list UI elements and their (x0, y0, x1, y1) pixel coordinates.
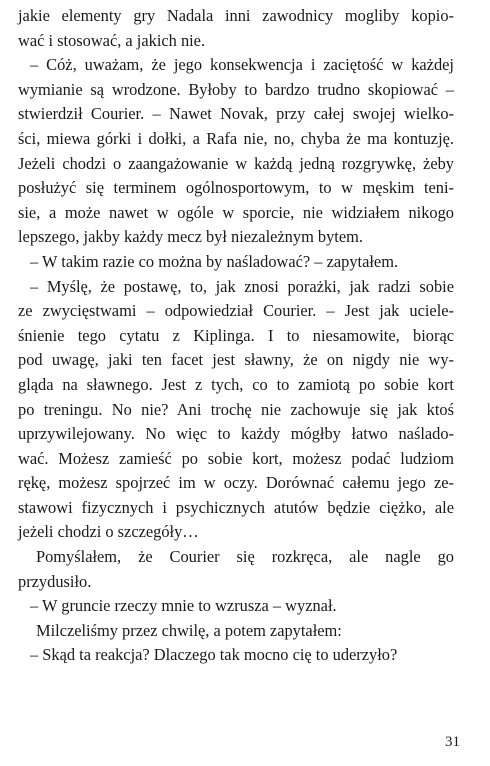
text-line: Pomyślałem, że Courier się rozkręca, ale nagle go (36, 547, 454, 567)
text-line: Jeżeli chodzi o zaangażowanie w każdą jedną rozgrywkę, żeby (18, 153, 454, 173)
text-line: przydusiło. (18, 571, 92, 591)
text-line: gląda na sławnego. Jest z tych, co to zamiotą po sobie kort (18, 374, 454, 394)
text-line: śnienie tego cytatu z Kiplinga. I to niesamowite, biorąc (18, 325, 454, 345)
text-line: – W takim razie co można by naśladować? – zapytałem. (30, 251, 399, 271)
text-line: – W gruncie rzeczy mnie to wzrusza – wyznał. (30, 596, 337, 616)
text-line: lepszego, jakby każdy mecz był niezależnym bytem. (18, 227, 363, 247)
text-line: – Skąd ta reakcja? Dlaczego tak mocno cię to uderzyło? (30, 645, 398, 665)
text-line: – Myślę, że postawę, to, jak znosi porażki, jak radzi sobie (30, 276, 454, 296)
text-line: po treningu. No nie? Ani trochę nie zachowuje się jak ktoś (18, 399, 454, 419)
page-body-text (18, 4, 454, 668)
text-line: rękę, możesz spojrzeć im w oczy. Dorównać całemu jego ze- (18, 473, 454, 493)
text-line: Milczeliśmy przez chwilę, a potem zapytałem: (36, 620, 342, 640)
text-line: jakie elementy gry Nadala inni zawodnicy mogliby kopio- (18, 6, 454, 25)
text-line: stwierdził Courier. – Nawet Novak, przy całej swojej wielko- (18, 104, 454, 124)
text-line: – Cóż, uważam, że jego konsekwencja i zaciętość w każdej (30, 55, 454, 75)
text-line: wymianie są wrodzone. Byłoby to bardzo trudno skopiować – (18, 79, 454, 99)
text-line: wać i stosować, a jakich nie. (18, 30, 206, 50)
text-line: uprzywilejowany. No więc to każdy mógłby łatwo naślado- (18, 424, 454, 444)
page-number: 31 (445, 734, 460, 750)
text-line: ści, miewa górki i dołki, a Rafa nie, no, chyba że ma kontuzję. (18, 128, 454, 148)
text-line: stawowi fizycznych i psychicznych atutów będzie ciężko, ale (18, 497, 454, 517)
text-line: jeżeli chodzi o szczegóły… (18, 522, 199, 542)
text-line: posłużyć się terminem ogólnosportowym, to w męskim teni- (18, 178, 454, 198)
text-line: pod uwagę, jaki ten facet jest sławny, że on nigdy nie wy- (18, 350, 454, 370)
text-line: wać. Możesz zamieść po sobie kort, możesz podać ludziom (18, 448, 454, 468)
text-line: sie, a może nawet w ogóle w sporcie, nie widziałem nikogo (18, 202, 454, 222)
text-line: ze zwycięstwami – odpowiedział Courier. – Jest jak uciele- (18, 301, 454, 321)
